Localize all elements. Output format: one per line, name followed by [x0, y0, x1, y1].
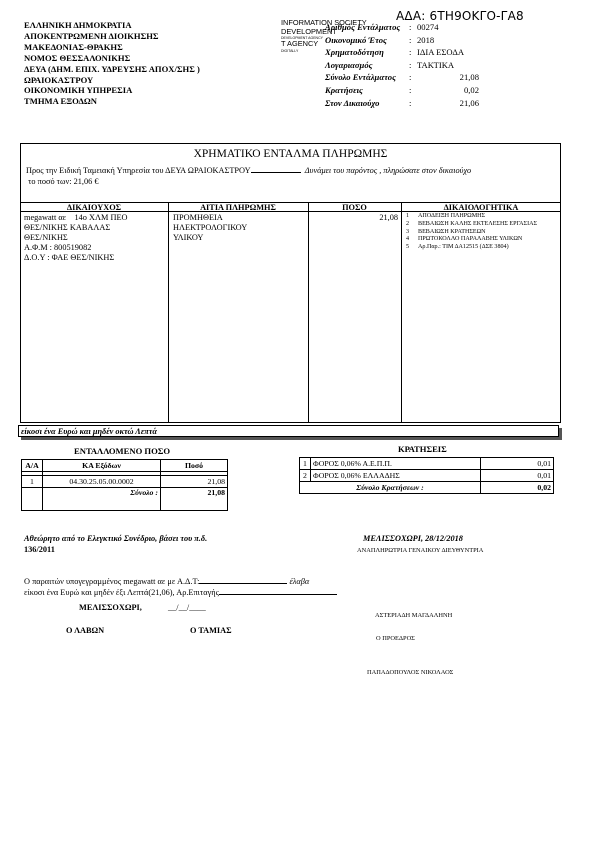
total-amount: 21,08 [161, 488, 228, 511]
documents-list [406, 213, 556, 252]
request-blank [251, 164, 301, 173]
beneficiary-cell [24, 213, 166, 263]
signer-role: Ο ΠΡΟΕΔΡΟΣ [376, 635, 415, 642]
issuer-line: ΕΛΛΗΝΙΚΗ ΔΗΜΟΚΡΑΤΙΑ [24, 20, 132, 30]
row-amount: 21,08 [161, 476, 228, 488]
document-item: 5 Αρ.Παρ.: ΤΙΜ ΔΑ12515 (ΔΣΕ 3804) [406, 244, 509, 251]
request-text: Δυνάμει του παρόντος , πληρώσατε στον δικαιούχο [304, 166, 472, 175]
column-documents: ΔΙΚΑΙΟΛΟΓΗΤΙΚΑ [443, 203, 519, 212]
table-row [300, 470, 554, 482]
stamp-line: INFORMATION SOCIETY [281, 18, 367, 27]
beneficiary-line: ΘΕΣ/ΝΙΚΗΣ ΚΑΒΑΛΑΣ [24, 223, 111, 232]
meta-value: 21,06 [459, 97, 479, 108]
column-reason: ΑΙΤΙΑ ΠΛΗΡΩΜΗΣ [200, 203, 276, 212]
issuer-line: ΑΠΟΚΕΝΤΡΩΜΕΝΗ ΔΙΟΙΚΗΣΗΣ [24, 30, 159, 41]
meta-value: 00274 [417, 22, 439, 32]
row-description: ΦΟΡΟΣ 0,06% ΕΛΛΑΔΗΣ [311, 470, 481, 482]
document-item: 1 ΑΠΟΔΕΙΞΗ ΠΛΗΡΩΜΗΣ [406, 213, 486, 219]
row-amount: 0,01 [481, 458, 554, 470]
column-amount: ΠΟΣΟ [342, 203, 367, 212]
column-divider [308, 203, 309, 422]
meta-label: Στον Δικαιούχο [325, 97, 380, 108]
document-item: 4 ΠΡΩΤΟΚΟΛΛΟ ΠΑΡΑΛΑΒΗΣ ΥΛΙΚΩΝ [406, 236, 523, 243]
date-blank: __/__/____ [168, 603, 206, 612]
column-divider [401, 203, 402, 422]
column-beneficiary: ΔΙΚΑΙΟΥΧΟΣ [66, 203, 122, 212]
meta-value: ΤΑΚΤΙΚΑ [417, 59, 455, 70]
issuer-block [24, 20, 200, 107]
table-row [300, 458, 554, 470]
issuer-line: ΩΡΑΙΟΚΑΣΤΡΟΥ [24, 74, 94, 85]
document-item: 3 ΒΕΒΑΙΩΣΗ ΚΡΑΤΗΣΕΩΝ [406, 228, 486, 235]
row-number: 1 [300, 458, 311, 470]
beneficiary-name-line: megawatt αε 14ο ΧΛΜ ΠΕΟ [24, 213, 128, 222]
retentions-table [299, 457, 554, 494]
beneficiary-line: ΘΕΣ/ΝΙΚΗΣ [24, 233, 68, 242]
meta-value: 0,02 [463, 84, 479, 95]
beneficiary-doy: Δ.Ο.Υ : ΦΑΕ ΘΕΣ/ΝΙΚΗΣ [24, 253, 115, 262]
stamp-line: T AGENCY [281, 39, 319, 49]
place-date: ΜΕΛΙΣΣΟΧΩΡΙ, 28/12/2018 [363, 534, 463, 543]
table-header: Α/Α [22, 460, 43, 472]
total-label: Σύνολο : [43, 488, 161, 511]
row-code: 04.30.25.05.00.0002 [43, 476, 161, 488]
issuer-line: ΤΜΗΜΑ ΕΞΟΔΩΝ [24, 96, 97, 107]
table-total-row [300, 482, 554, 494]
stamp-tiny: DIGITALLY [281, 48, 299, 53]
place-label: ΜΕΛΙΣΣΟΧΩΡΙ, [79, 603, 142, 612]
signer-name: ΠΑΠΑΔΟΠΟΥΛΟΣ ΝΙΚΟΛΑΟΣ [367, 669, 454, 676]
ada-number: ΑΔΑ: 6ΤΗ9ΟΚΓΟ-ΓΑ8 [396, 9, 524, 23]
entalmeno-title: ΕΝΤΑΛΛΟΜΕΝΟ ΠΟΣΟ [74, 446, 171, 456]
issuer-line: ΔΕΥΑ (ΔΗΜ. ΕΠΙΧ. ΥΔΡΕΥΣΗΣ ΑΠΟΧ/ΣΗΣ ) [24, 63, 200, 74]
table-header: ΚΑ Εξόδων [43, 460, 161, 472]
meta-label: Σύνολο Εντάλματος [325, 72, 396, 83]
beneficiary-afm: Α.Φ.Μ : 800519082 [24, 243, 92, 252]
meta-label: Κρατήσεις [325, 84, 363, 95]
reason-cell [173, 213, 303, 243]
meta-label: Λογαριασμός [325, 59, 373, 70]
cashier-label: Ο ΤΑΜΙΑΣ [190, 626, 232, 635]
request-text: Προς την Ειδική Ταμειακή Υπηρεσία του ΔΕΥΑ ΩΡΑΙΟΚΑΣΤΡΟΥ [26, 166, 251, 175]
total-amount: 0,02 [481, 482, 554, 494]
audit-note-decree: 136/2011 [24, 545, 55, 554]
row-description: ΦΟΡΟΣ 0,06% Α.Ε.Π.Π. [311, 458, 481, 470]
request-amount: το ποσό των: 21,06 € [28, 177, 99, 186]
row-number: 2 [300, 470, 311, 482]
meta-label: Οικονομικό Έτος [325, 34, 387, 45]
issuer-line: ΟΙΚΟΝΟΜΙΚΗ ΥΠΗΡΕΣΙΑ [24, 85, 133, 96]
meta-value: ΙΔΙΑ ΕΣΟΔΑ [417, 47, 465, 58]
document-title: ΧΡΗΜΑΤΙΚΟ ΕΝΤΑΛΜΑ ΠΛΗΡΩΜΗΣ [193, 148, 388, 160]
audit-note: Αθεώρητο από το Ελεγκτικό Συνέδριο, βάσει του π.δ. [24, 534, 208, 543]
total-label: Σύνολο Κρατήσεων : [300, 482, 481, 494]
entalmeno-table [21, 459, 228, 511]
document-item: 2 ΒΕΒΑΙΩΣΗ ΚΑΛΗΣ ΕΚΤΕΛΕΣΗΣ ΕΡΓΑΣΙΑΣ [406, 220, 538, 227]
column-divider [168, 203, 169, 422]
deputy-title: ΑΝΑΠΛΗΡΩΤΡΙΑ ΓΕΝΑΙΚΟΥ ΔΙΕΥΘΥΝΤΡΙΑ [357, 547, 484, 554]
signer-name: ΑΣΤΕΡΙΑΔΗ ΜΑΓΔΑΛΗΝΗ [375, 612, 453, 619]
amount-cell: 21,08 [379, 213, 398, 222]
table-header: Ποσό [161, 460, 228, 472]
table-header-row [22, 460, 228, 472]
meta-value: 2018 [417, 34, 435, 45]
meta-label: Χρηματοδότηση [325, 47, 384, 58]
reason-line: ΗΛΕΚΤΡΟΛΟΓΙΚΟΥ [173, 223, 248, 232]
stamp-line: DEVELOPMENT [281, 26, 337, 36]
table-row [22, 476, 228, 488]
stamp-tiny: DEVELOPMENT AGENCY [281, 36, 323, 41]
issuer-line: ΜΑΚΕΔΟΝΙΑΣ-ΘΡΑΚΗΣ [24, 41, 123, 52]
receiver-label: Ο ΛΑΒΩΝ [66, 626, 105, 635]
issuer-line: ΝΟΜΟΣ ΘΕΣΣΑΛΟΝΙΚΗΣ [24, 52, 131, 63]
meta-value: 21,08 [459, 72, 479, 83]
reason-line: ΥΛΙΚΟΥ [173, 233, 204, 242]
payment-request [26, 164, 566, 187]
words-shadow [21, 437, 562, 440]
amount-in-words: είκοσι ένα Ευρώ και μηδέν οκτώ Λεπτά [18, 425, 559, 437]
retentions-title: ΚΡΑΤΗΣΕΙΣ [398, 444, 447, 454]
receipt-line-2: είκοσι ένα Ευρώ και μηδέν έξι Λεπτά(21,06), Αρ.Επιταγής [24, 586, 337, 597]
table-total-row [22, 488, 228, 511]
row-amount: 0,01 [481, 470, 554, 482]
row-number: 1 [22, 476, 43, 488]
meta-label: Αριθμός Εντάλματος [325, 22, 401, 32]
reason-line: ΠΡΟΜΗΘΕΙΑ [173, 213, 223, 222]
receipt-line-1: Ο παραιτών υπογεγραμμένος megawatt αε με Α.Δ.Τ: έλαβα [24, 577, 310, 586]
